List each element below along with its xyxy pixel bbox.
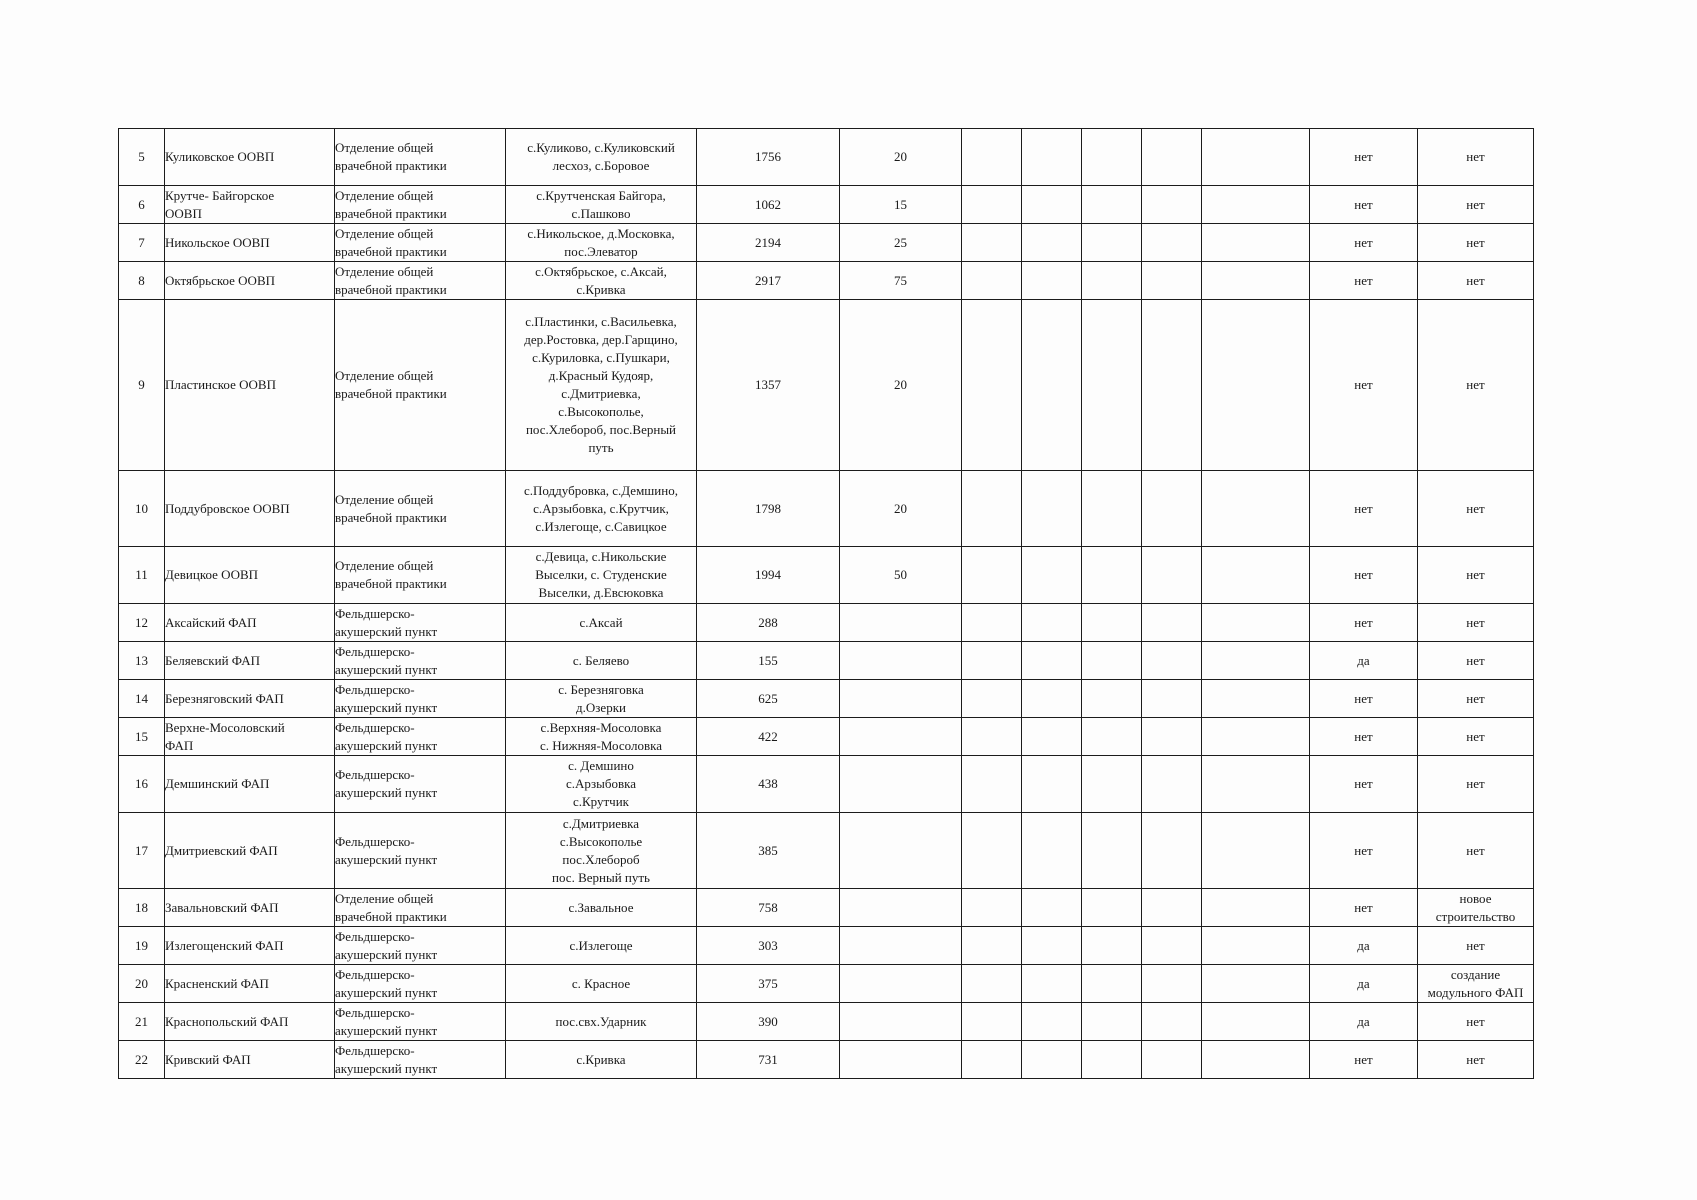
empty-cell (1082, 224, 1142, 262)
population-count: 625 (697, 680, 840, 718)
empty-cell (1202, 680, 1310, 718)
empty-cell (1022, 927, 1082, 965)
facility-name: Аксайский ФАП (165, 604, 335, 642)
table-row (119, 262, 1534, 300)
served-localities: с.Аксай (506, 604, 697, 642)
table-body (119, 129, 1534, 1079)
capacity-value (840, 813, 962, 889)
construction-status: новое строительство (1418, 889, 1534, 927)
facility-name: Кривский ФАП (165, 1041, 335, 1079)
empty-cell (1082, 718, 1142, 756)
served-localities: с.Кривка (506, 1041, 697, 1079)
empty-cell (1082, 680, 1142, 718)
facility-name: Беляевский ФАП (165, 642, 335, 680)
empty-cell (1202, 300, 1310, 471)
empty-cell (962, 300, 1022, 471)
table-row (119, 965, 1534, 1003)
empty-cell (962, 471, 1022, 547)
facility-type: Отделение общей врачебной практики (335, 889, 506, 927)
capacity-value (840, 927, 962, 965)
facility-type: Фельдшерско- акушерский пункт (335, 1003, 506, 1041)
empty-cell (1082, 642, 1142, 680)
empty-cell (1142, 1003, 1202, 1041)
empty-cell (1202, 965, 1310, 1003)
empty-cell (1022, 718, 1082, 756)
empty-cell (1142, 889, 1202, 927)
construction-status: нет (1418, 300, 1534, 471)
flag-yes-no: нет (1310, 129, 1418, 186)
row-number: 14 (119, 680, 165, 718)
flag-yes-no: да (1310, 965, 1418, 1003)
population-count: 2917 (697, 262, 840, 300)
empty-cell (1202, 1041, 1310, 1079)
table-row (119, 680, 1534, 718)
flag-yes-no: нет (1310, 889, 1418, 927)
construction-status: нет (1418, 1041, 1534, 1079)
table-row (119, 547, 1534, 604)
flag-yes-no: нет (1310, 186, 1418, 224)
population-count: 1062 (697, 186, 840, 224)
table-row (119, 300, 1534, 471)
empty-cell (1082, 262, 1142, 300)
capacity-value (840, 642, 962, 680)
facility-name: Дмитриевский ФАП (165, 813, 335, 889)
empty-cell (1202, 547, 1310, 604)
capacity-value (840, 680, 962, 718)
flag-yes-no: нет (1310, 300, 1418, 471)
served-localities: пос.свх.Ударник (506, 1003, 697, 1041)
population-count: 438 (697, 756, 840, 813)
population-count: 375 (697, 965, 840, 1003)
capacity-value (840, 1003, 962, 1041)
empty-cell (1142, 547, 1202, 604)
empty-cell (962, 262, 1022, 300)
facility-name: Никольское ООВП (165, 224, 335, 262)
capacity-value: 20 (840, 129, 962, 186)
flag-yes-no: нет (1310, 224, 1418, 262)
table-row (119, 224, 1534, 262)
flag-yes-no: нет (1310, 262, 1418, 300)
facility-name: Поддубровское ООВП (165, 471, 335, 547)
row-number: 10 (119, 471, 165, 547)
empty-cell (1022, 813, 1082, 889)
served-localities: с. Демшино с.Арзыбовка с.Крутчик (506, 756, 697, 813)
row-number: 9 (119, 300, 165, 471)
empty-cell (1082, 927, 1142, 965)
population-count: 385 (697, 813, 840, 889)
row-number: 12 (119, 604, 165, 642)
construction-status: нет (1418, 186, 1534, 224)
empty-cell (1142, 300, 1202, 471)
facility-type: Отделение общей врачебной практики (335, 471, 506, 547)
construction-status: нет (1418, 642, 1534, 680)
table-row (119, 186, 1534, 224)
empty-cell (962, 680, 1022, 718)
construction-status: нет (1418, 547, 1534, 604)
row-number: 17 (119, 813, 165, 889)
facility-type: Фельдшерско- акушерский пункт (335, 1041, 506, 1079)
empty-cell (1022, 756, 1082, 813)
facility-type: Фельдшерско- акушерский пункт (335, 604, 506, 642)
table-row (119, 718, 1534, 756)
empty-cell (1022, 889, 1082, 927)
empty-cell (962, 186, 1022, 224)
empty-cell (1022, 680, 1082, 718)
empty-cell (1022, 604, 1082, 642)
table-row (119, 756, 1534, 813)
facility-name: Девицкое ООВП (165, 547, 335, 604)
empty-cell (1082, 965, 1142, 1003)
empty-cell (1022, 1003, 1082, 1041)
empty-cell (962, 129, 1022, 186)
served-localities: с.Излегоще (506, 927, 697, 965)
empty-cell (962, 756, 1022, 813)
capacity-value: 75 (840, 262, 962, 300)
facility-name: Верхне-Мосоловский ФАП (165, 718, 335, 756)
empty-cell (962, 813, 1022, 889)
capacity-value: 15 (840, 186, 962, 224)
row-number: 13 (119, 642, 165, 680)
row-number: 18 (119, 889, 165, 927)
construction-status: нет (1418, 927, 1534, 965)
row-number: 6 (119, 186, 165, 224)
empty-cell (1082, 547, 1142, 604)
capacity-value (840, 889, 962, 927)
flag-yes-no: нет (1310, 756, 1418, 813)
table-row (119, 813, 1534, 889)
facility-name: Крутче- Байгорское ООВП (165, 186, 335, 224)
facility-name: Демшинский ФАП (165, 756, 335, 813)
empty-cell (1142, 262, 1202, 300)
empty-cell (1142, 224, 1202, 262)
empty-cell (1022, 547, 1082, 604)
empty-cell (1202, 186, 1310, 224)
facility-name: Краснопольский ФАП (165, 1003, 335, 1041)
population-count: 288 (697, 604, 840, 642)
empty-cell (1082, 604, 1142, 642)
capacity-value: 50 (840, 547, 962, 604)
empty-cell (1142, 756, 1202, 813)
empty-cell (1142, 927, 1202, 965)
facility-type: Фельдшерско- акушерский пункт (335, 927, 506, 965)
empty-cell (1082, 1003, 1142, 1041)
empty-cell (1082, 889, 1142, 927)
empty-cell (1142, 1041, 1202, 1079)
empty-cell (1202, 718, 1310, 756)
empty-cell (1142, 718, 1202, 756)
served-localities: с. Беляево (506, 642, 697, 680)
served-localities: с.Верхняя-Мосоловка с. Нижняя-Мосоловка (506, 718, 697, 756)
empty-cell (1082, 756, 1142, 813)
table-row (119, 129, 1534, 186)
facility-type: Отделение общей врачебной практики (335, 300, 506, 471)
served-localities: с.Октябрьское, с.Аксай, с.Кривка (506, 262, 697, 300)
flag-yes-no: нет (1310, 1041, 1418, 1079)
empty-cell (1022, 642, 1082, 680)
served-localities: с. Березняговка д.Озерки (506, 680, 697, 718)
capacity-value: 20 (840, 300, 962, 471)
row-number: 19 (119, 927, 165, 965)
empty-cell (1082, 300, 1142, 471)
empty-cell (1022, 471, 1082, 547)
population-count: 390 (697, 1003, 840, 1041)
row-number: 15 (119, 718, 165, 756)
empty-cell (1082, 471, 1142, 547)
empty-cell (1142, 813, 1202, 889)
empty-cell (1202, 471, 1310, 547)
empty-cell (1202, 129, 1310, 186)
empty-cell (962, 224, 1022, 262)
row-number: 21 (119, 1003, 165, 1041)
construction-status: создание модульного ФАП (1418, 965, 1534, 1003)
facility-name: Завальновский ФАП (165, 889, 335, 927)
served-localities: с.Куликово, с.Куликовский лесхоз, с.Боровое (506, 129, 697, 186)
empty-cell (1022, 262, 1082, 300)
flag-yes-no: да (1310, 927, 1418, 965)
empty-cell (962, 642, 1022, 680)
population-count: 1798 (697, 471, 840, 547)
facility-type: Отделение общей врачебной практики (335, 129, 506, 186)
empty-cell (1022, 224, 1082, 262)
facility-type: Отделение общей врачебной практики (335, 186, 506, 224)
facility-type: Фельдшерско- акушерский пункт (335, 965, 506, 1003)
row-number: 22 (119, 1041, 165, 1079)
capacity-value (840, 604, 962, 642)
empty-cell (1202, 642, 1310, 680)
flag-yes-no: нет (1310, 604, 1418, 642)
row-number: 7 (119, 224, 165, 262)
row-number: 5 (119, 129, 165, 186)
row-number: 8 (119, 262, 165, 300)
flag-yes-no: да (1310, 642, 1418, 680)
flag-yes-no: нет (1310, 471, 1418, 547)
empty-cell (1142, 680, 1202, 718)
table-row (119, 642, 1534, 680)
empty-cell (1022, 129, 1082, 186)
empty-cell (1202, 224, 1310, 262)
construction-status: нет (1418, 129, 1534, 186)
table-row (119, 604, 1534, 642)
empty-cell (1082, 186, 1142, 224)
table-row (119, 889, 1534, 927)
served-localities: с.Поддубровка, с.Демшино, с.Арзыбовка, с.Крутчик, с.Излегоще, с.Савицкое (506, 471, 697, 547)
facility-name: Пластинское ООВП (165, 300, 335, 471)
facility-name: Красненский ФАП (165, 965, 335, 1003)
row-number: 16 (119, 756, 165, 813)
table-row (119, 1041, 1534, 1079)
table-row (119, 471, 1534, 547)
facility-name: Октябрьское ООВП (165, 262, 335, 300)
empty-cell (1202, 813, 1310, 889)
empty-cell (1142, 965, 1202, 1003)
flag-yes-no: нет (1310, 813, 1418, 889)
construction-status: нет (1418, 813, 1534, 889)
facility-name: Излегощенский ФАП (165, 927, 335, 965)
facility-type: Фельдшерско- акушерский пункт (335, 642, 506, 680)
empty-cell (1082, 129, 1142, 186)
construction-status: нет (1418, 224, 1534, 262)
empty-cell (962, 889, 1022, 927)
empty-cell (1022, 186, 1082, 224)
empty-cell (1202, 604, 1310, 642)
construction-status: нет (1418, 471, 1534, 547)
construction-status: нет (1418, 604, 1534, 642)
capacity-value: 25 (840, 224, 962, 262)
capacity-value (840, 1041, 962, 1079)
capacity-value (840, 718, 962, 756)
empty-cell (962, 927, 1022, 965)
facility-type: Отделение общей врачебной практики (335, 262, 506, 300)
empty-cell (1142, 186, 1202, 224)
construction-status: нет (1418, 1003, 1534, 1041)
empty-cell (1202, 262, 1310, 300)
served-localities: с. Красное (506, 965, 697, 1003)
construction-status: нет (1418, 680, 1534, 718)
facility-name: Березняговский ФАП (165, 680, 335, 718)
construction-status: нет (1418, 756, 1534, 813)
empty-cell (1022, 300, 1082, 471)
facility-name: Куликовское ООВП (165, 129, 335, 186)
empty-cell (1082, 1041, 1142, 1079)
empty-cell (1022, 1041, 1082, 1079)
empty-cell (1202, 756, 1310, 813)
population-count: 422 (697, 718, 840, 756)
table-row (119, 1003, 1534, 1041)
capacity-value: 20 (840, 471, 962, 547)
facility-type: Отделение общей врачебной практики (335, 547, 506, 604)
served-localities: с.Завальное (506, 889, 697, 927)
empty-cell (1022, 965, 1082, 1003)
construction-status: нет (1418, 718, 1534, 756)
facility-type: Фельдшерско- акушерский пункт (335, 813, 506, 889)
empty-cell (1142, 604, 1202, 642)
served-localities: с.Дмитриевка с.Высокополье пос.Хлебороб пос. Верный путь (506, 813, 697, 889)
empty-cell (962, 1041, 1022, 1079)
empty-cell (1082, 813, 1142, 889)
served-localities: с.Девица, с.Никольские Выселки, с. Студенские Выселки, д.Евсюковка (506, 547, 697, 604)
empty-cell (962, 965, 1022, 1003)
flag-yes-no: нет (1310, 718, 1418, 756)
empty-cell (962, 604, 1022, 642)
population-count: 1994 (697, 547, 840, 604)
row-number: 11 (119, 547, 165, 604)
facility-type: Отделение общей врачебной практики (335, 224, 506, 262)
empty-cell (1142, 642, 1202, 680)
capacity-value (840, 965, 962, 1003)
population-count: 758 (697, 889, 840, 927)
medical-facilities-table (118, 128, 1534, 1079)
table-row (119, 927, 1534, 965)
served-localities: с.Никольское, д.Московка, пос.Элеватор (506, 224, 697, 262)
flag-yes-no: нет (1310, 547, 1418, 604)
population-count: 2194 (697, 224, 840, 262)
served-localities: с.Пластинки, с.Васильевка, дер.Ростовка, дер.Гарщино, с.Куриловка, с.Пушкари, д.Красный Кудояр, с.Дмитриевка, с.Высокополье, пос.Хлебороб, пос.Верный путь (506, 300, 697, 471)
facility-type: Фельдшерско- акушерский пункт (335, 756, 506, 813)
population-count: 303 (697, 927, 840, 965)
population-count: 155 (697, 642, 840, 680)
capacity-value (840, 756, 962, 813)
row-number: 20 (119, 965, 165, 1003)
facility-type: Фельдшерско- акушерский пункт (335, 680, 506, 718)
flag-yes-no: да (1310, 1003, 1418, 1041)
empty-cell (1142, 129, 1202, 186)
facility-type: Фельдшерско- акушерский пункт (335, 718, 506, 756)
flag-yes-no: нет (1310, 680, 1418, 718)
empty-cell (1142, 471, 1202, 547)
empty-cell (962, 718, 1022, 756)
construction-status: нет (1418, 262, 1534, 300)
empty-cell (1202, 889, 1310, 927)
empty-cell (962, 1003, 1022, 1041)
population-count: 1357 (697, 300, 840, 471)
empty-cell (1202, 927, 1310, 965)
empty-cell (962, 547, 1022, 604)
empty-cell (1202, 1003, 1310, 1041)
population-count: 731 (697, 1041, 840, 1079)
served-localities: с.Крутченская Байгора, с.Пашково (506, 186, 697, 224)
population-count: 1756 (697, 129, 840, 186)
